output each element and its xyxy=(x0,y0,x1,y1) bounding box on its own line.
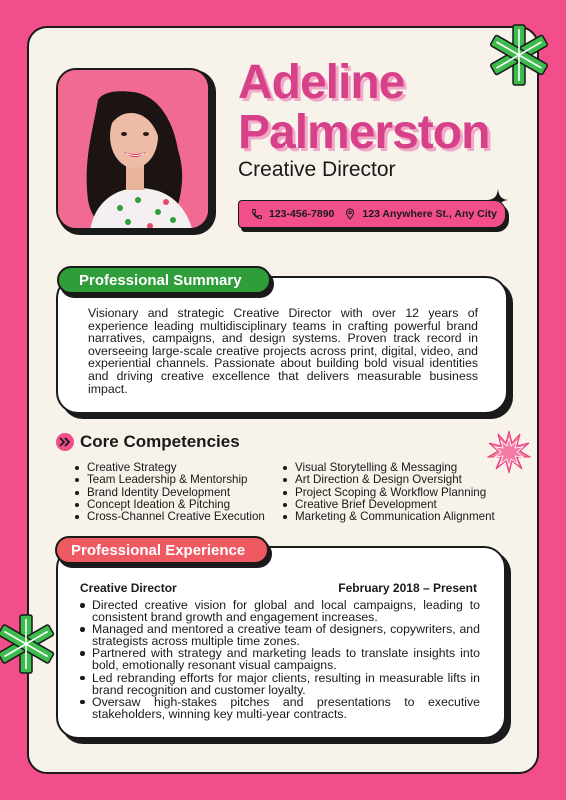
contact-bar xyxy=(238,200,506,228)
list-item: Creative Brief Development xyxy=(281,499,495,511)
experience-heading xyxy=(55,536,269,564)
experience-role: Creative Director xyxy=(80,581,177,595)
competencies-list-left xyxy=(73,462,265,523)
list-item: Led rebranding efforts for major clients, resulting in measurable lifts in brand recognition and customer loyalty. xyxy=(78,672,480,696)
list-item: Creative Strategy xyxy=(73,462,265,474)
double-chevron-icon xyxy=(56,433,74,451)
list-item: Visual Storytelling & Messaging xyxy=(281,462,495,474)
job-title: Creative Director xyxy=(238,158,396,181)
phone-number: 123-456-7890 xyxy=(269,208,335,220)
experience-bullets xyxy=(78,599,480,720)
summary-text: Visionary and strategic Creative Director with over 12 years of experience leading multidisciplinary teams in crafting powerful brand narratives, campaigns, and design systems. Proven track record in overseeing large-scale creative projects across print, digital, video, and experiential channels. Passionate about building bold visual identities and driving creative excellence that delivers measurable business impact. xyxy=(88,306,478,396)
first-name: Adeline xyxy=(238,56,405,109)
list-item: Partnered with strategy and marketing leads to translate insights into bold, emotionally resonant visual campaigns. xyxy=(78,647,480,671)
profile-photo xyxy=(56,68,210,230)
competencies-heading: Core Competencies xyxy=(80,432,240,451)
list-item: Art Direction & Design Oversight xyxy=(281,474,495,486)
phone-icon xyxy=(251,208,263,220)
address: 123 Anywhere St., Any City xyxy=(362,208,497,220)
summary-heading xyxy=(57,266,271,294)
list-item: Directed creative vision for global and local campaigns, leading to consistent brand growth and engagement increases. xyxy=(78,599,480,623)
list-item: Concept Ideation & Pitching xyxy=(73,499,265,511)
list-item: Cross-Channel Creative Execution xyxy=(73,511,265,523)
list-item: Brand Identity Development xyxy=(73,487,265,499)
summary-heading-text: Professional Summary xyxy=(79,271,242,289)
experience-heading-text: Professional Experience xyxy=(71,541,246,559)
list-item: Oversaw high-stakes pitches and presentations to executive stakeholders, winning key multi-year contracts. xyxy=(78,696,480,720)
list-item: Marketing & Communication Alignment xyxy=(281,511,495,523)
last-name: Palmerston xyxy=(238,106,490,159)
list-item: Project Scoping & Workflow Planning xyxy=(281,487,495,499)
experience-dates: February 2018 – Present xyxy=(338,581,477,595)
list-item: Managed and mentored a creative team of designers, copywriters, and strategists across multiple time zones. xyxy=(78,623,480,647)
asterisk-star-icon xyxy=(486,22,552,88)
location-pin-icon xyxy=(344,208,356,220)
asterisk-star-icon xyxy=(0,612,58,676)
competencies-list-right xyxy=(281,462,495,523)
list-item: Team Leadership & Mentorship xyxy=(73,474,265,486)
